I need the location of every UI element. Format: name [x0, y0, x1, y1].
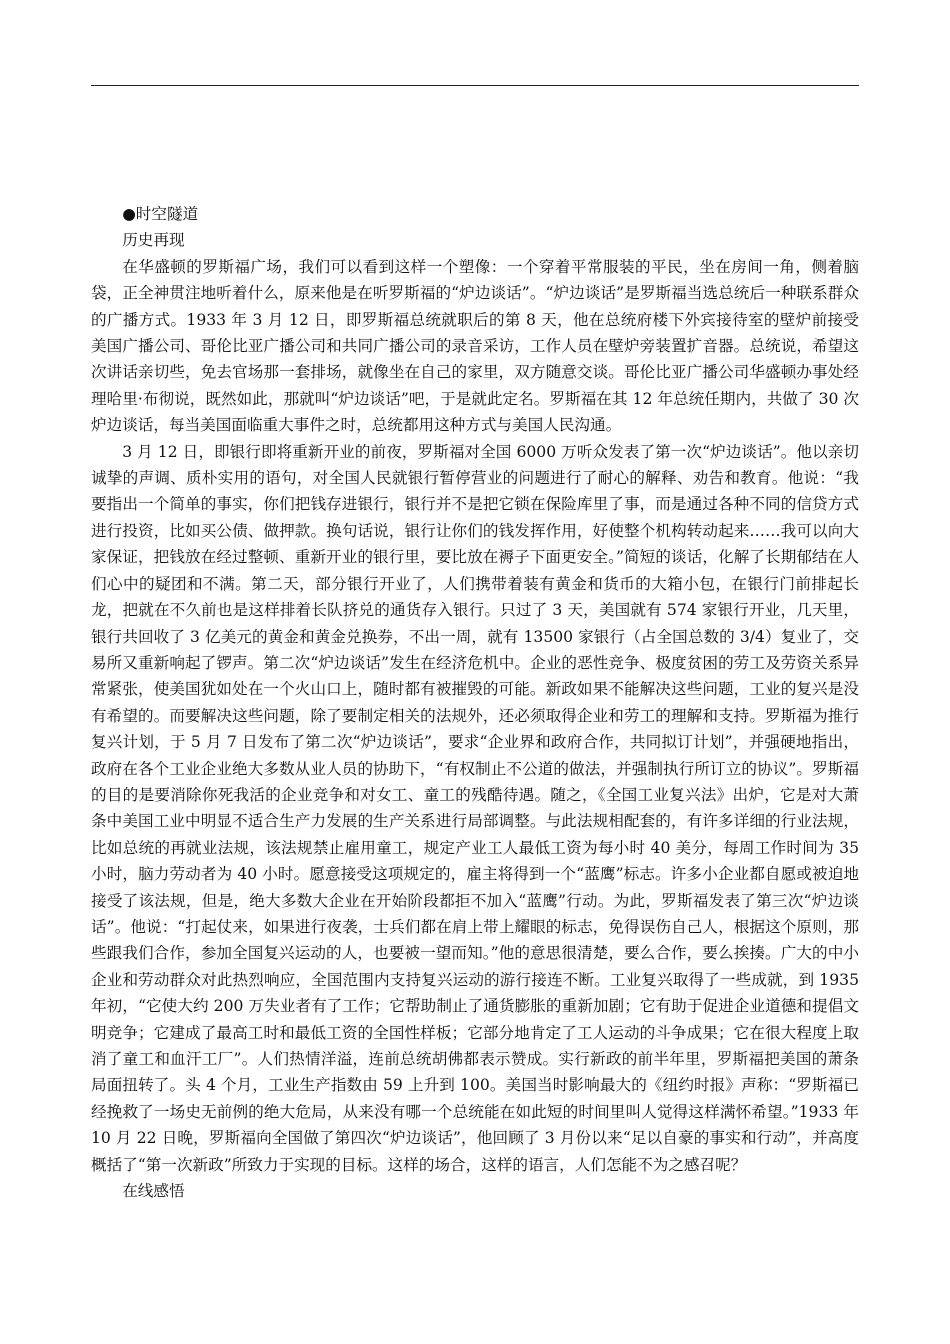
paragraph-2: 3 月 12 日，即银行即将重新开业的前夜，罗斯福对全国 6000 万听众发表了第一次“炉边谈话”。他以亲切诚挚的声调、质朴实用的语句，对全国人民就银行暂停营业的问题进行了耐心的解释、劝告和教育。他说：“我要指出一个简单的事实，你们把钱存进银行，银行并不是把它锁在保险库里了事，而是通过各种不同的信贷方式进行投资，比如买公债、做押款。换句话说，银行让你们的钱发挥作用，好使整个机构转动起来……我可以向大家保证，把钱放在经过整顿、重新开业的银行里，要比放在褥子下面更安全。”简短的谈话，化解了长期郁结在人们心中的疑团和不满。第二天，部分银行开业了，人们携带着装有黄金和货币的大箱小包，在银行门前排起长龙，把就在不久前也是这样排着长队挤兑的通货存入银行。只过了 3 天，美国就有 574 家银行开业，几天里，银行共回收了 3 亿美元的黄金和黄金兑换券，不出一周，就有 13500 家银行（占全国总数的 3/4）复业了，交易所又重新响起了锣声。第二次“炉边谈话”发生在经济危机中。企业的恶性竞争、极度贫困的劳工及劳资关系异常紧张，使美国犹如处在一个火山口上，随时都有被摧毁的可能。新政如果不能解决这些问题，工业的复兴是没有希望的。而要解决这些问题，除了要制定相关的法规外，还必须取得企业和劳工的理解和支持。罗斯福为推行复兴计划，于 5 月 7 日发布了第二次“炉边谈话”，要求“企业界和政府合作，共同拟订计划”，并强硬地指出，政府在各个工业企业绝大多数从业人员的协助下，“有权制止不公道的做法，并强制执行所订立的协议”。罗斯福的目的是要消除你死我活的企业竞争和对女工、童工的残酷待遇。随之，《全国工业复兴法》出炉，它是对大萧条中美国工业中明显不适合生产力发展的生产关系进行局部调整。与此法规相配套的，有许多详细的行业法规，比如总统的再就业法规，该法规禁止雇用童工，规定产业工人最低工资为每小时 40 美分，每周工作时间为 35 小时，脑力劳动者为 40 小时。愿意接受这项规定的，雇主将得到一个“蓝鹰”标志。许多小企业都自愿或被迫地接受了该法规，但是，绝大多数大企业在开始阶段都拒不加入“蓝鹰”行动。为此，罗斯福发表了第三次“炉边谈话”。他说：“打起仗来，如果进行夜袭，士兵们都在肩上带上耀眼的标志，免得误伤自己人，根据这个原则，那些跟我们合作，参加全国复兴运动的人，也要被一望而知。”他的意思很清楚，要么合作，要么挨揍。广大的中小企业和劳动群众对此热烈响应，全国范围内支持复兴运动的游行接连不断。工业复兴取得了一些成就，到 1935 年初，“它使大约 200 万失业者有了工作；它帮助制止了通货膨胀的重新加剧；它有助于促进企业道德和提倡文明竞争；它建成了最高工时和最低工资的全国性样板；它部分地肯定了工人运动的斗争成果；它在很大程度上取消了童工和血汗工厂”。人们热情洋溢，连前总统胡佛都表示赞成。实行新政的前半年里，罗斯福把美国的萧条局面扭转了。头 4 个月，工业生产指数由 59 上升到 100。美国当时影响最大的《纽约时报》声称：“罗斯福已经挽救了一场史无前例的绝大危局，从来没有哪一个总统能在如此短的时间里叫人觉得这样满怀希望。”1933 年 10 月 22 日晚，罗斯福向全国做了第四次“炉边谈话”，他回顾了 3 月份以来“足以自豪的事实和行动”，并高度概括了“第一次新政”所致力于实现的目标。这样的场合，这样的语言，人们怎能不为之感召呢？	[91, 442, 859, 1174]
paragraph-1: 在华盛顿的罗斯福广场，我们可以看到这样一个塑像：一个穿着平常服装的平民，坐在房间一角，侧着脑袋，正全神贯注地听着什么，原来他是在听罗斯福的“炉边谈话”。“炉边谈话”是罗斯福当选总统后一种联系群众的广播方式。1933 年 3 月 12 日，即罗斯福总统就职后的第 8 天，他在总统府楼下外宾接待室的壁炉前接受美国广播公司、哥伦比亚广播公司和共同广播公司的录音采访，工作人员在壁炉旁装置扩音器。总统说，希望这次讲话亲切些，免去官场那一套排场，就像坐在自己的家里，双方随意交谈。哥伦比亚广播公司华盛顿办事处经理哈里·布彻说，既然如此，那就叫“炉边谈话”吧，于是就此定名。罗斯福在其 12 年总统任期内，共做了 30 次炉边谈话，每当美国面临重大事件之时，总统都用这种方式与美国人民沟通。	[91, 257, 859, 435]
section-title: 时空隧道	[135, 205, 199, 223]
section-heading	[91, 201, 859, 227]
document-body	[91, 201, 859, 1204]
subsection-title-history: 历史再现	[122, 231, 185, 250]
header-rule	[91, 85, 859, 86]
subsection-title-reflection: 在线感悟	[122, 1182, 185, 1201]
bullet-icon: ●	[122, 205, 136, 223]
